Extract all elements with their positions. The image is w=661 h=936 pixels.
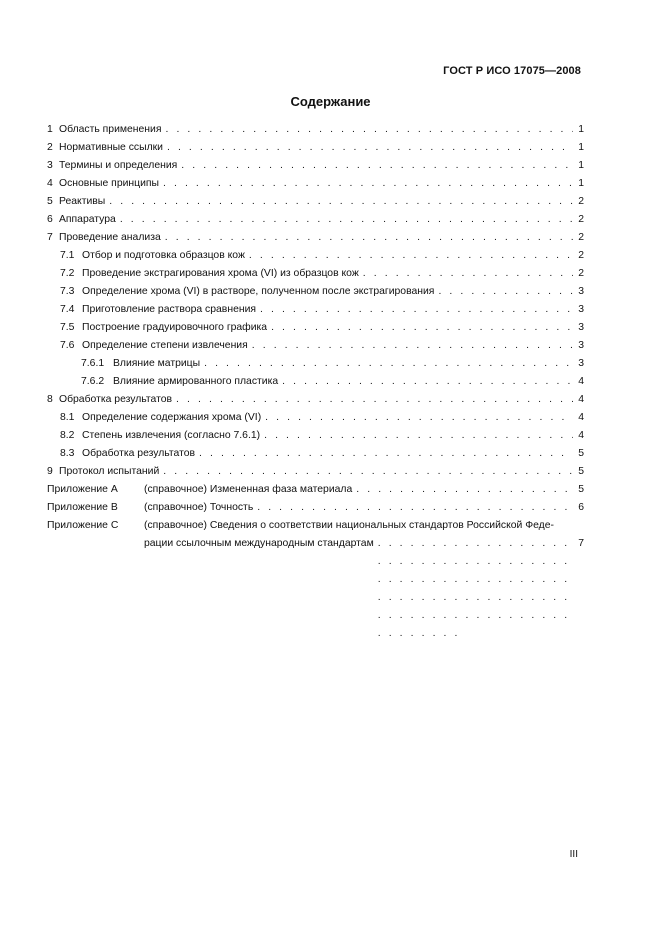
page-number: III — [569, 849, 578, 860]
toc-entry-title: Протокол испытаний — [59, 466, 160, 477]
toc-entry[interactable] — [47, 247, 584, 265]
toc-entry-title: (справочное) Измененная фаза материала — [144, 484, 353, 495]
toc-entry-page: 2 — [578, 214, 584, 225]
toc-entry-page: 3 — [578, 322, 584, 333]
toc-entry-page: 2 — [578, 196, 584, 207]
toc-entry[interactable] — [47, 139, 584, 157]
toc-entry-title: Определение степени извлечения — [82, 340, 248, 351]
toc-entry-number: 8 — [47, 394, 53, 405]
toc-entry-number: 7.3 — [60, 286, 75, 297]
toc-entry-title: Реактивы — [59, 196, 106, 207]
toc-entry-number: 7.4 — [60, 304, 75, 315]
toc-entry[interactable] — [47, 157, 584, 175]
toc-entry-title: Построение градуировочного графика — [82, 322, 268, 333]
toc-entry[interactable] — [47, 463, 584, 481]
toc-entry-page: 5 — [578, 448, 584, 459]
toc-entry[interactable] — [47, 319, 584, 337]
toc-entry[interactable] — [47, 175, 584, 193]
toc-entry-title-line-1: (справочное) Сведения о соответствии национальных стандартов Российской Феде- — [144, 520, 554, 531]
toc-entry-number: 6 — [47, 214, 53, 225]
page-title: Содержание — [290, 94, 371, 109]
toc-leader-dots — [163, 175, 573, 193]
toc-entry[interactable] — [47, 427, 584, 445]
toc-entry-page: 1 — [578, 178, 584, 189]
toc-entry-number: Приложение В — [47, 502, 118, 513]
toc-entry-title: Нормативные ссылки — [59, 142, 163, 153]
toc-entry-title: Проведение анализа — [59, 232, 161, 243]
toc-entry-number: 7.6.1 — [81, 358, 105, 369]
toc-entry-page: 7 — [578, 538, 584, 549]
toc-leader-dots — [163, 463, 573, 481]
toc-entry-number: 4 — [47, 178, 53, 189]
toc-entry-title: Основные принципы — [59, 178, 159, 189]
toc-entry-page: 1 — [578, 160, 584, 171]
toc-entry-page: 2 — [578, 232, 584, 243]
toc-leader-dots — [165, 229, 573, 247]
toc-entry[interactable] — [47, 499, 584, 517]
toc-entry-title: Аппаратура — [59, 214, 116, 225]
toc-leader-dots — [199, 445, 573, 463]
toc-leader-dots — [282, 373, 573, 391]
toc-entry-title: (справочное) Точность — [144, 502, 254, 513]
toc-entry[interactable] — [47, 121, 584, 139]
toc-entry-page: 4 — [578, 394, 584, 405]
toc-entry[interactable] — [47, 283, 584, 301]
toc-entry[interactable] — [47, 373, 584, 391]
toc-entry-number: 2 — [47, 142, 53, 153]
toc-entry[interactable] — [47, 445, 584, 463]
toc-leader-dots — [109, 193, 573, 211]
toc-entry[interactable] — [47, 337, 584, 355]
toc-entry-page: 6 — [578, 502, 584, 513]
toc-leader-dots — [264, 427, 573, 445]
toc-entry-title: Отбор и подготовка образцов кож — [82, 250, 245, 261]
toc-entry-page: 3 — [578, 286, 584, 297]
toc-entry-number: 3 — [47, 160, 53, 171]
toc-entry-title: Приготовление раствора сравнения — [82, 304, 257, 315]
toc-entry-title: Проведение экстрагирования хрома (VI) из образцов кож — [82, 268, 359, 279]
toc-entry-title: Обработка результатов — [82, 448, 196, 459]
toc-entry-page: 3 — [578, 340, 584, 351]
toc-leader-dots — [363, 265, 573, 283]
toc-entry-number: 7.6.2 — [81, 376, 105, 387]
toc-leader-dots — [120, 211, 573, 229]
toc-entry-title: Влияние матрицы — [113, 358, 201, 369]
toc-leader-dots — [204, 355, 573, 373]
toc-entry[interactable] — [47, 229, 584, 247]
toc-entry[interactable] — [47, 193, 584, 211]
toc-entry-number: 9 — [47, 466, 53, 477]
toc-entry-appendix-c[interactable] — [47, 517, 584, 553]
toc-leader-dots — [249, 247, 573, 265]
toc-entry-title: Степень извлечения (согласно 7.6.1) — [82, 430, 261, 441]
toc-entry-page: 5 — [578, 466, 584, 477]
toc-entry-page: 4 — [578, 412, 584, 423]
toc-entry-number: 5 — [47, 196, 53, 207]
toc-entry-title: Определение содержания хрома (VI) — [82, 412, 262, 423]
toc-entry-title: Определение хрома (VI) в растворе, полученном после экстрагирования — [82, 286, 435, 297]
toc-leader-dots — [378, 535, 573, 643]
toc-entry-page: 1 — [578, 142, 584, 153]
toc-entry-number: 7.5 — [60, 322, 75, 333]
toc-leader-dots — [260, 301, 573, 319]
toc-entry[interactable] — [47, 409, 584, 427]
toc-entry[interactable] — [47, 265, 584, 283]
toc-leader-dots — [271, 319, 573, 337]
toc-entry-page: 3 — [578, 304, 584, 315]
toc-leader-dots — [257, 499, 573, 517]
toc-entry[interactable] — [47, 481, 584, 499]
toc-entry-page: 2 — [578, 250, 584, 261]
toc-entry[interactable] — [47, 355, 584, 373]
table-of-contents — [47, 121, 584, 553]
toc-entry-title: Влияние армированного пластика — [113, 376, 279, 387]
toc-leader-dots — [167, 139, 573, 157]
toc-leader-dots — [252, 337, 573, 355]
toc-entry-title: Термины и определения — [59, 160, 178, 171]
toc-leader-dots — [181, 157, 573, 175]
toc-entry-number: 7.2 — [60, 268, 75, 279]
toc-leader-dots — [165, 121, 573, 139]
toc-leader-dots — [265, 409, 573, 427]
toc-entry-page: 3 — [578, 358, 584, 369]
document-header: ГОСТ Р ИСО 17075—2008 — [443, 65, 581, 77]
toc-entry-number: 8.1 — [60, 412, 75, 423]
toc-entry-title: Область применения — [59, 124, 162, 135]
toc-entry[interactable] — [47, 391, 584, 409]
toc-leader-dots — [356, 481, 573, 499]
toc-entry-page: 4 — [578, 376, 584, 387]
toc-entry-title-line-2: рации ссылочным международным стандартам — [144, 538, 374, 549]
toc-entry-number: 8.2 — [60, 430, 75, 441]
toc-leader-dots — [438, 283, 573, 301]
toc-entry-title: Обработка результатов — [59, 394, 173, 405]
toc-entry[interactable] — [47, 301, 584, 319]
toc-entry-page: 2 — [578, 268, 584, 279]
toc-entry-number: Приложение А — [47, 484, 118, 495]
toc-entry-number: 7.6 — [60, 340, 75, 351]
toc-entry-page: 4 — [578, 430, 584, 441]
toc-entry-page: 1 — [578, 124, 584, 135]
toc-entry[interactable] — [47, 211, 584, 229]
toc-entry-page: 5 — [578, 484, 584, 495]
toc-entry-number: 7 — [47, 232, 53, 243]
toc-entry-number: Приложение С — [47, 520, 119, 531]
toc-entry-number: 1 — [47, 124, 53, 135]
toc-entry-number: 7.1 — [60, 250, 75, 261]
toc-entry-number: 8.3 — [60, 448, 75, 459]
toc-leader-dots — [176, 391, 573, 409]
